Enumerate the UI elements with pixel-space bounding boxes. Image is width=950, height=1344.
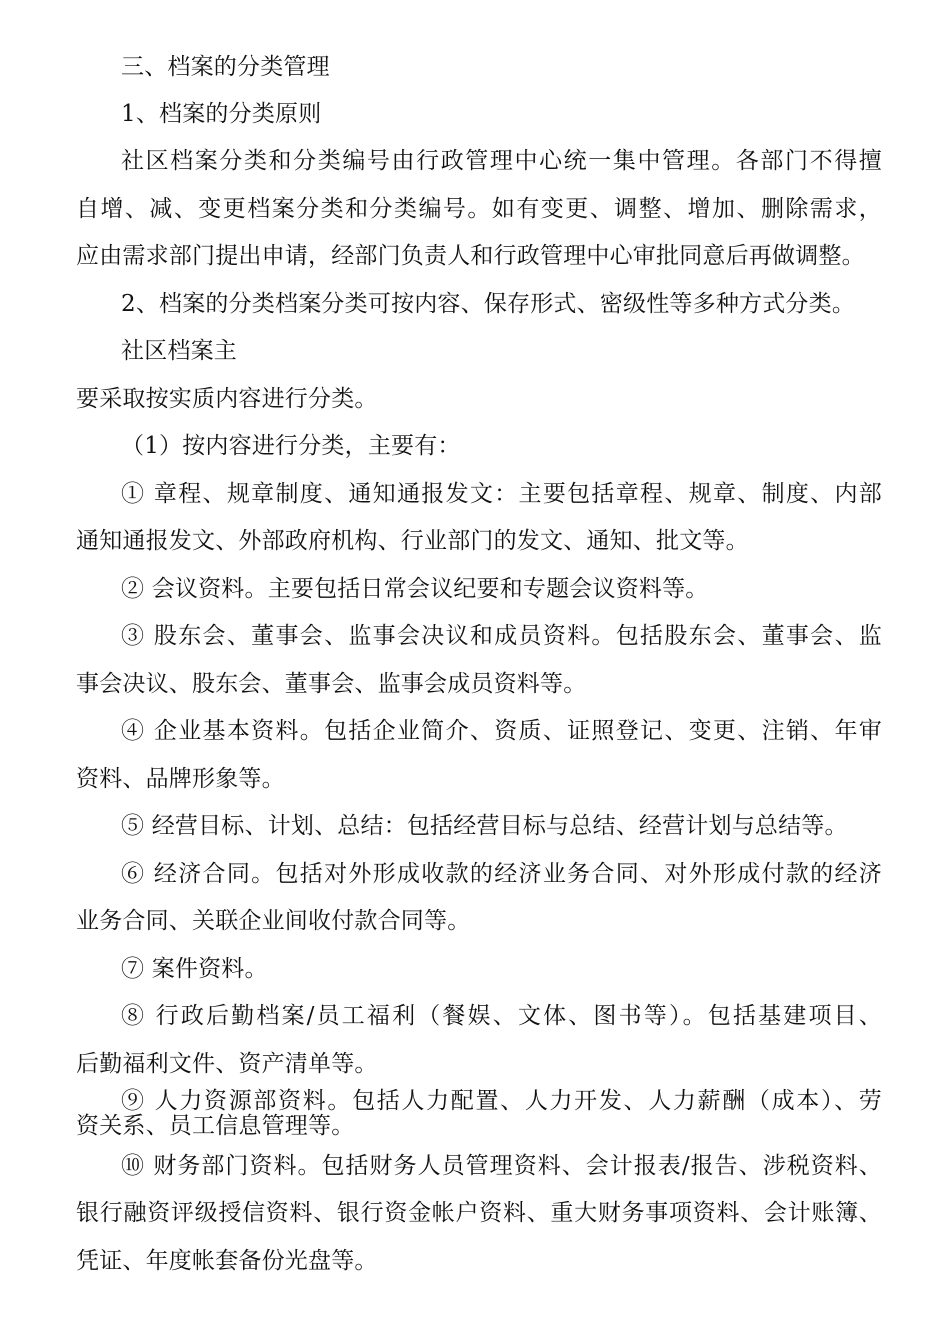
list-item: ② 会议资料。主要包括日常会议纪要和专题会议资料等。	[121, 576, 709, 602]
section-heading: 三、档案的分类管理	[121, 54, 330, 80]
list-item: ⑤ 经营目标、计划、总结：包括经营目标与总结、经营计划与总结等。	[121, 813, 848, 839]
paragraph-line: 社区档案分类和分类编号由行政管理中心统一集中管理。各部门不得擅	[121, 148, 882, 174]
list-item: ① 章程、规章制度、通知通报发文：主要包括章程、规章、制度、内部	[121, 481, 882, 507]
list-item: ⑨ 人力资源部资料。包括人力配置、人力开发、人力薪酬（成本）、劳	[121, 1088, 882, 1114]
paragraph-line: 社区档案主	[121, 338, 237, 364]
list-item: ⑩ 财务部门资料。包括财务人员管理资料、会计报表/报告、涉税资料、	[121, 1153, 882, 1179]
paragraph-line: 自增、减、变更档案分类和分类编号。如有变更、调整、增加、删除需求，	[76, 196, 882, 222]
list-item-continuation: 业务合同、关联企业间收付款合同等。	[76, 908, 471, 934]
list-item: ⑦ 案件资料。	[121, 956, 268, 982]
paragraph-line: 要采取按实质内容进行分类。	[76, 386, 378, 412]
list-item-continuation: 通知通报发文、外部政府机构、行业部门的发文、通知、批文等。	[76, 528, 749, 554]
list-item-continuation: 事会决议、股东会、董事会、监事会成员资料等。	[76, 671, 587, 697]
subsection-heading: 2、档案的分类档案分类可按内容、保存形式、密级性等多种方式分类。	[121, 291, 856, 317]
list-item-continuation: 银行融资评级授信资料、银行资金帐户资料、重大财务事项资料、会计账簿、	[76, 1200, 882, 1226]
list-item: ③ 股东会、董事会、监事会决议和成员资料。包括股东会、董事会、监	[121, 623, 882, 649]
list-item-continuation: 后勤福利文件、资产清单等。	[76, 1051, 378, 1077]
list-item-continuation: 资关系、员工信息管理等。	[76, 1113, 355, 1139]
list-item: ⑥ 经济合同。包括对外形成收款的经济业务合同、对外形成付款的经济	[121, 861, 882, 887]
list-item: ⑧ 行政后勤档案/员工福利（餐娱、文体、图书等）。包括基建项目、	[121, 1003, 882, 1029]
subsection-heading: 1、档案的分类原则	[121, 101, 322, 127]
list-item-continuation: 凭证、年度帐套备份光盘等。	[76, 1248, 378, 1274]
list-item-continuation: 资料、品牌形象等。	[76, 766, 285, 792]
list-heading: （1）按内容进行分类，主要有：	[121, 433, 461, 459]
paragraph-line: 应由需求部门提出申请，经部门负责人和行政管理中心审批同意后再做调整。	[76, 243, 865, 269]
list-item: ④ 企业基本资料。包括企业简介、资质、证照登记、变更、注销、年审	[121, 718, 882, 744]
